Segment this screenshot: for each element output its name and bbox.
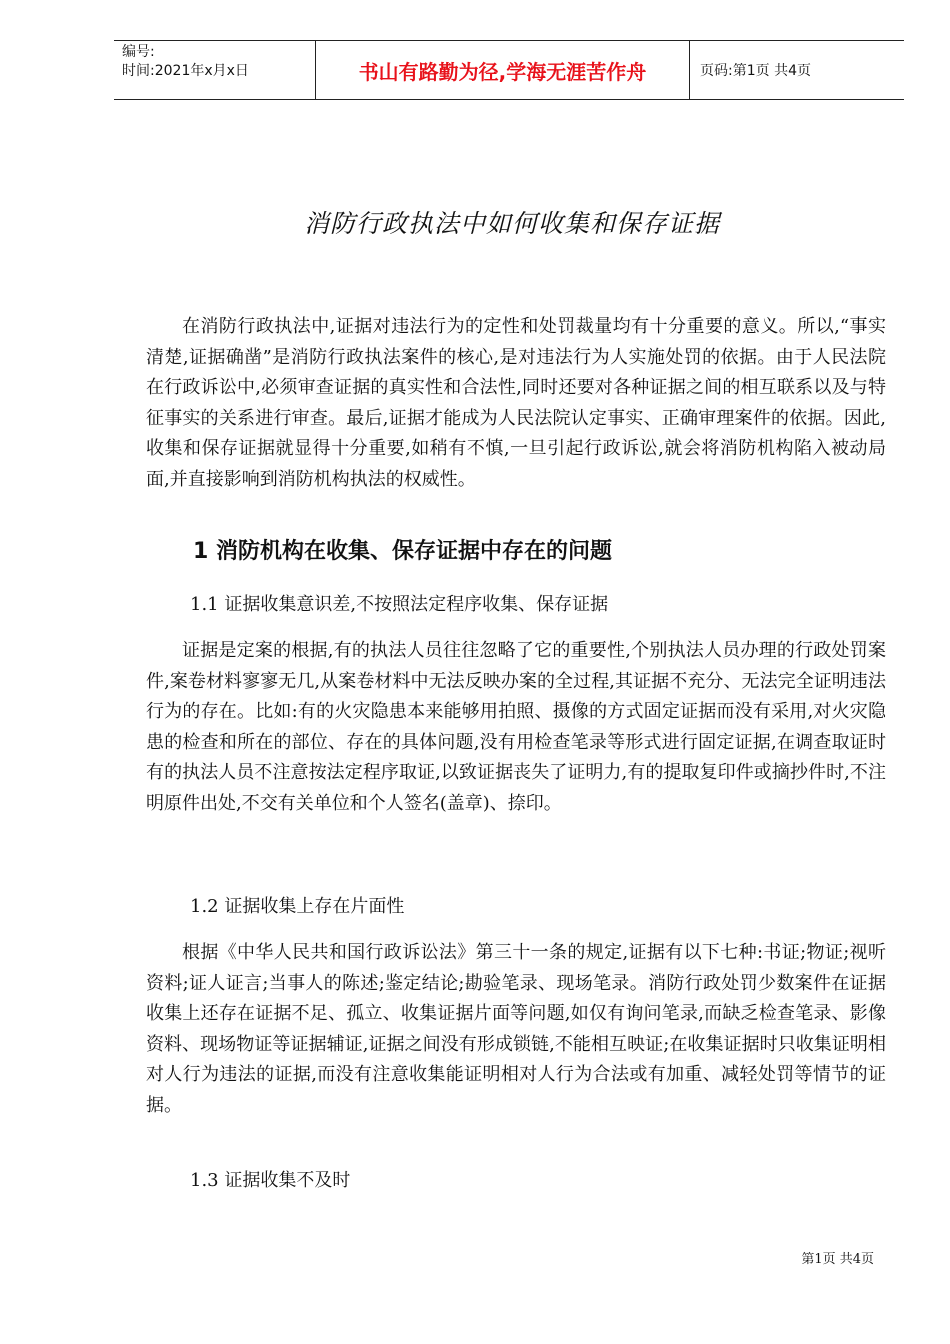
section-1-1-body-container xyxy=(146,636,886,819)
intro-paragraph: 在消防行政执法中,证据对违法行为的定性和处罚裁量均有十分重要的意义。所以,“事实清楚,证据确凿”是消防行政执法案件的核心,是对违法行为人实施处罚的依据。由于人民法院在行政诉讼中,必须审查证据的真实性和合法性,同时还要对各种证据之间的相互联系以及与特征事实的关系进行审查。最后,证据才能成为人民法院认定事实、正确审理案件的依据。因此,收集和保存证据就显得十分重要,如稍有不慎,一旦引起行政诉讼,就会将消防机构陷入被动局面,并直接影响到消防机构执法的权威性。 xyxy=(146,316,886,490)
section-1-2-heading: 1.2 证据收集上存在片面性 xyxy=(190,896,405,917)
section-1-3-heading: 1.3 证据收集不及时 xyxy=(190,1170,351,1191)
section-1-1-heading: 1.1 证据收集意识差,不按照法定程序收集、保存证据 xyxy=(190,594,609,615)
section-1-1-body: 证据是定案的根据,有的执法人员往往忽略了它的重要性,个别执法人员办理的行政处罚案件,案卷材料寥寥无几,从案卷材料中无法反映办案的全过程,其证据不充分、无法完全证明违法行为的存在。比如:有的火灾隐患本来能够用拍照、摄像的方式固定证据而没有采用,对火灾隐患的检查和所在的部位、存在的具体问题,没有用检查笔录等形式进行固定证据,在调查取证时有的执法人员不注意按法定程序取证,以致证据丧失了证明力,有的提取复印件或摘抄件时,不注明原件出处,不交有关单位和个人签名(盖章)、捺印。 xyxy=(146,640,886,814)
page-footer: 第1页 共4页 xyxy=(801,1252,874,1267)
time-label: 时间:2021年x月x日 xyxy=(122,63,249,79)
page-header xyxy=(114,40,904,100)
section-1-heading: 1 消防机构在收集、保存证据中存在的问题 xyxy=(193,539,612,564)
document-title: 消防行政执法中如何收集和保存证据 xyxy=(303,209,720,238)
header-page-info: 页码:第1页 共4页 xyxy=(700,63,811,79)
section-1-2-body-container xyxy=(146,938,886,1121)
header-motto: 书山有路勤为径,学海无涯苦作舟 xyxy=(316,41,690,99)
header-meta xyxy=(114,41,316,99)
section-1-2-body: 根据《中华人民共和国行政诉讼法》第三十一条的规定,证据有以下七种:书证;物证;视听资料;证人证言;当事人的陈述;鉴定结论;勘验笔录、现场笔录。消防行政处罚少数案件在证据收集上还存在证据不足、孤立、收集证据片面等问题,如仅有询问笔录,而缺乏检查笔录、影像资料、现场物证等证据辅证,证据之间没有形成锁链,不能相互映证;在收集证据时只收集证明相对人行为违法的证据,而没有注意收集能证明相对人行为合法或有加重、减轻处罚等情节的证据。 xyxy=(146,942,886,1116)
number-label: 编号: xyxy=(122,44,155,60)
intro-paragraph-container xyxy=(146,312,886,495)
